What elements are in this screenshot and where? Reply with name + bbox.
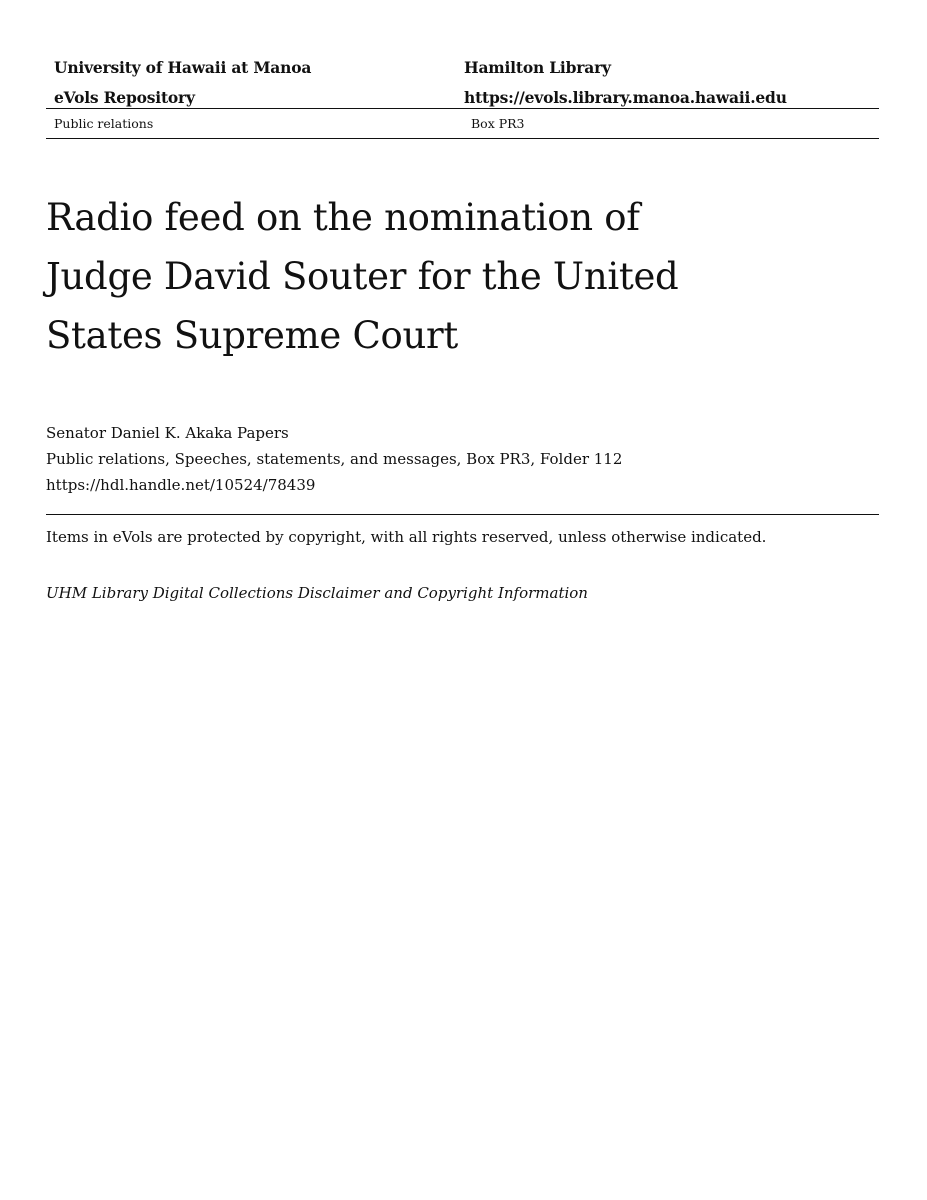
copyright-notice: Items in eVols are protected by copyright, with all rights reserved, unless otherwise indicated.	[46, 528, 767, 546]
institution-name: University of Hawaii at Manoa	[54, 57, 312, 77]
title-line: Radio feed on the nomination of	[46, 196, 640, 239]
series-row	[46, 116, 879, 131]
metadata-block	[46, 420, 622, 498]
box-label: Box PR3	[471, 116, 525, 131]
disclaimer-link[interactable]: UHM Library Digital Collections Disclaimer and Copyright Information	[46, 584, 588, 602]
series-divider	[46, 138, 879, 139]
repository-name: eVols Repository	[54, 87, 195, 107]
header-row-1	[46, 52, 879, 82]
metadata-divider	[46, 514, 879, 515]
series-label: Public relations	[54, 116, 154, 131]
header-table	[46, 52, 879, 112]
library-name: Hamilton Library	[464, 57, 611, 77]
collection-name: Senator Daniel K. Akaka Papers	[46, 424, 289, 442]
folder-location: Public relations, Speeches, statements, and messages, Box PR3, Folder 112	[46, 450, 623, 468]
repository-url[interactable]: https://evols.library.manoa.hawaii.edu	[464, 87, 787, 107]
title-line: States Supreme Court	[46, 314, 458, 357]
title-line: Judge David Souter for the United	[46, 255, 679, 298]
document-title	[46, 188, 746, 365]
header-divider	[46, 108, 879, 109]
handle-link[interactable]: https://hdl.handle.net/10524/78439	[46, 476, 316, 494]
